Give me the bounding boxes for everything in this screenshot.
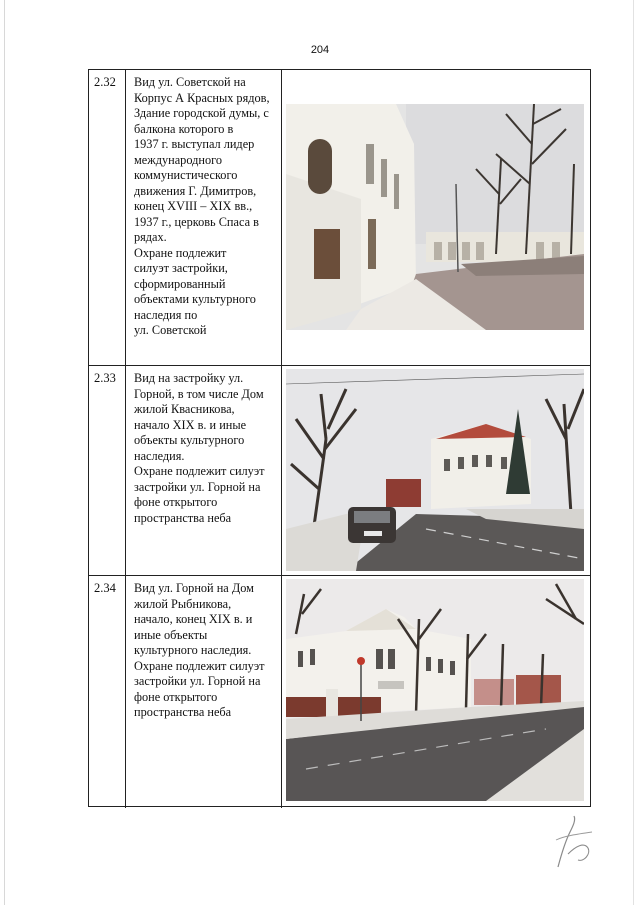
row-photo-cell xyxy=(282,576,590,808)
row-description xyxy=(126,576,282,808)
row-number: 2.32 xyxy=(89,70,126,365)
photo-sovetskaya-street xyxy=(286,104,584,330)
photo-gornaya-street-kvasnikov-house xyxy=(286,369,584,571)
row-description xyxy=(126,70,282,365)
photo-gornaya-street-rybnikov-house xyxy=(286,579,584,801)
page-number: 204 xyxy=(310,44,330,56)
row-description-text: Вид ул. Горной на Дом жилой Рыбникова, начало, конец XIX в. и иные объекты культурного наследия. Охране подлежит силуэт застройки ул. Горной на фоне открытого пространства неба xyxy=(134,581,265,719)
monuments-table xyxy=(88,69,591,807)
row-photo-cell xyxy=(282,70,590,365)
table-row xyxy=(89,70,590,366)
table-row xyxy=(89,576,590,808)
table-row xyxy=(89,366,590,576)
handwritten-signature xyxy=(548,812,600,874)
scan-page-edge xyxy=(4,0,5,905)
row-description xyxy=(126,366,282,575)
scan-page-edge xyxy=(633,0,634,905)
row-description-text: Вид ул. Советской на Корпус А Красных рядов, Здание городской думы, с балкона которого в 1937 г. выступал лидер международного коммунистического движения Г. Димитров, конец XVIII – XIX вв., 1937 г., церковь Спаса в рядах. Охране подлежит силуэт застройки, сформированный объектами культурного наследия по ул. Советской xyxy=(134,75,270,337)
row-number: 2.33 xyxy=(89,366,126,575)
row-description-text: Вид на застройку ул. Горной, в том числе Дом жилой Квасникова, начало XIX в. и иные объекты культурного наследия. Охране подлежит силуэт застройки ул. Горной на фоне открытого пространства неба xyxy=(134,371,265,525)
row-number: 2.34 xyxy=(89,576,126,808)
row-photo-cell xyxy=(282,366,590,575)
